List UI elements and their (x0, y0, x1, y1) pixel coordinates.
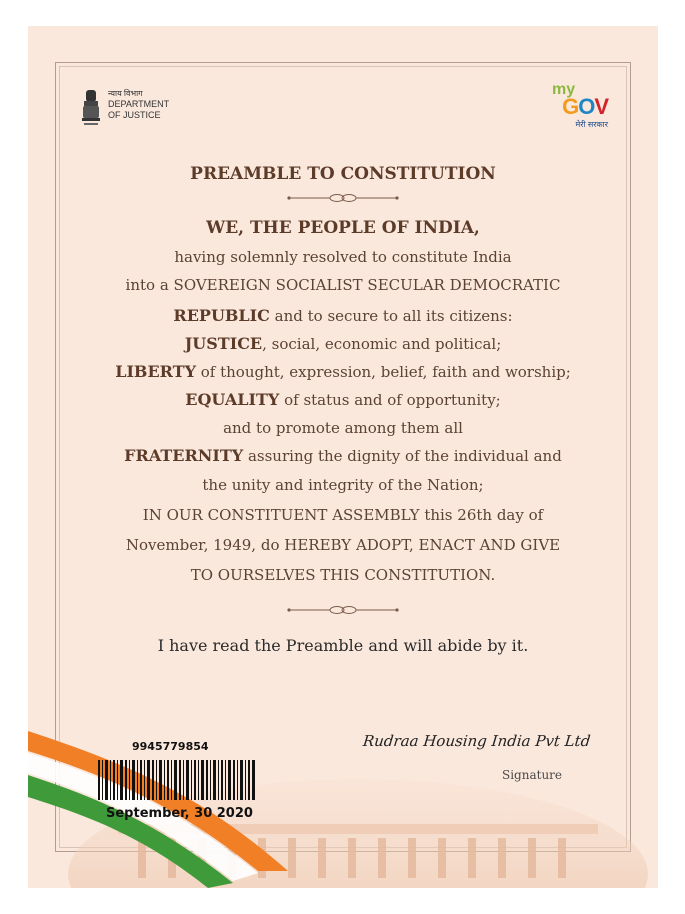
preamble-line-text: into a SOVEREIGN SOCIALIST SECULAR DEMOCRATIC (125, 276, 561, 294)
preamble-line-emphasis: REPUBLIC (173, 306, 270, 325)
signature-label: Signature (502, 768, 563, 782)
preamble-line-emphasis: JUSTICE (184, 334, 263, 353)
preamble-line (28, 218, 658, 238)
preamble-line (28, 334, 658, 353)
preamble-line-text: and to secure to all its citizens: (269, 307, 513, 325)
preamble-line (28, 276, 658, 294)
preamble-line-text: the unity and integrity of the Nation; (202, 476, 484, 494)
certificate-date: September, 30 2020 (106, 806, 253, 821)
preamble-line (28, 476, 658, 494)
department-hindi-name: न्याय विभाग (108, 89, 143, 98)
preamble-line (28, 419, 658, 437)
preamble-line-text: of thought, expression, belief, faith and worship; (195, 363, 571, 381)
preamble-line-text: November, 1949, do HEREBY ADOPT, ENACT AND GIVE (125, 536, 561, 554)
mygov-tagline: मेरी सरकार (575, 120, 608, 129)
preamble-line-text: of status and of opportunity; (279, 391, 501, 409)
preamble-line-text: having solemnly resolved to constitute India (174, 248, 512, 266)
national-emblem-icon (80, 88, 102, 128)
preamble-line (28, 536, 658, 554)
preamble-line-text: TO OURSELVES THIS CONSTITUTION. (190, 566, 496, 584)
preamble-line-emphasis: FRATERNITY (124, 446, 244, 465)
preamble-line (28, 446, 658, 465)
barcode-icon (98, 760, 256, 800)
department-of-justice-logo (80, 88, 169, 128)
preamble-line (28, 306, 658, 325)
mygov-logo (548, 82, 608, 132)
mygov-gov-text: GOV (562, 94, 608, 119)
preamble-line-text: IN OUR CONSTITUENT ASSEMBLY this 26th day of (142, 506, 544, 524)
preamble-title: PREAMBLE TO CONSTITUTION (190, 164, 496, 184)
divider-ornament-bottom (286, 604, 400, 616)
preamble-line-text: assuring the dignity of the individual and (243, 447, 562, 465)
pledge-statement: I have read the Preamble and will abide by it. (157, 636, 529, 655)
preamble-line (28, 390, 658, 409)
preamble-line (28, 506, 658, 524)
divider-ornament-top (286, 192, 400, 204)
mygov-my-text: my (552, 81, 576, 98)
signer-name: Rudraa Housing India Pvt Ltd (362, 732, 592, 750)
preamble-line-emphasis: WE, THE PEOPLE OF INDIA, (206, 218, 480, 238)
preamble-line-text: , social, economic and political; (262, 335, 502, 353)
preamble-line (28, 566, 658, 584)
phone-number: 9945779854 (132, 740, 209, 753)
preamble-line (28, 248, 658, 266)
preamble-line-emphasis: EQUALITY (185, 390, 280, 409)
certificate-card (28, 26, 658, 888)
preamble-line (28, 362, 658, 381)
department-name-line2: OF JUSTICE (108, 110, 161, 120)
department-name-line1: DEPARTMENT (108, 99, 170, 109)
preamble-line-emphasis: LIBERTY (115, 362, 196, 381)
preamble-line-text: and to promote among them all (223, 419, 463, 437)
